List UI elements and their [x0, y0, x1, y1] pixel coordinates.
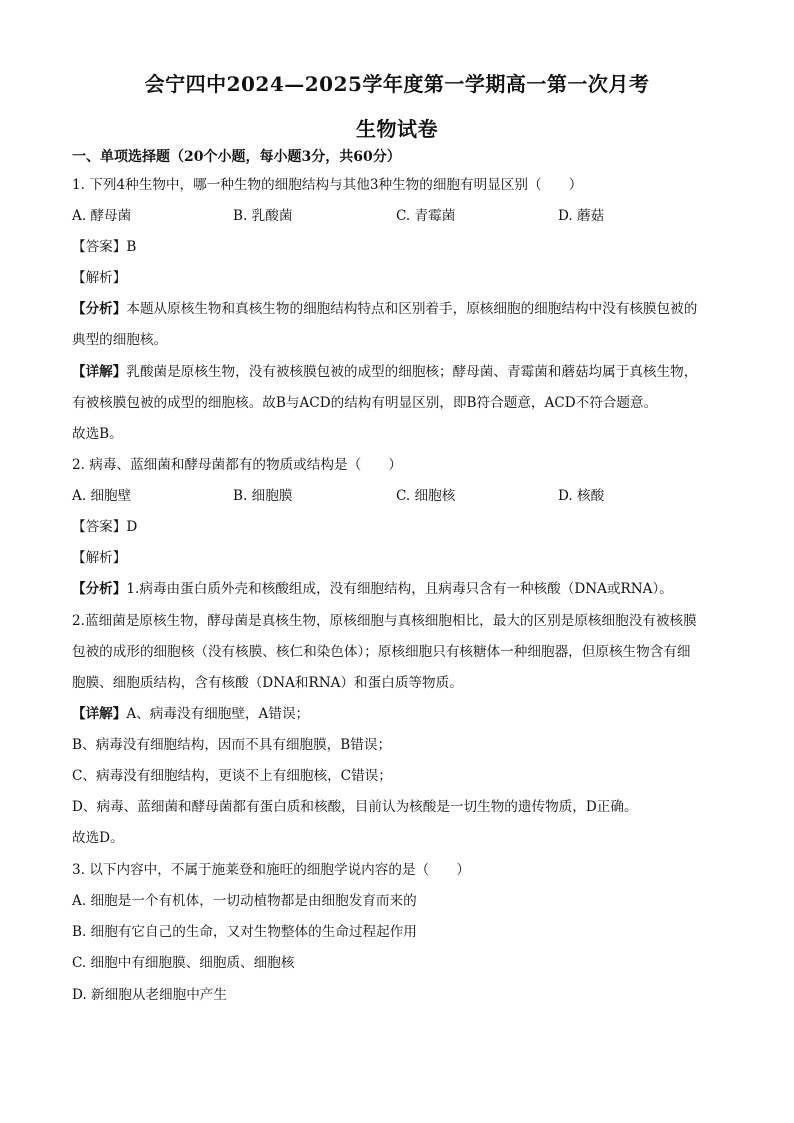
- q2-xiangjie-label: 【详解】: [72, 706, 127, 722]
- q2-option-a: A. 细胞壁: [72, 488, 132, 504]
- q2-jiexi: 【解析】: [72, 550, 127, 566]
- section-heading: 一、单项选择题（20个小题，每小题3分，共60分）: [72, 149, 401, 165]
- q2-option-b: B. 细胞膜: [233, 488, 293, 504]
- q2-option-d: D. 核酸: [558, 488, 605, 504]
- exam-title: 会宁四中2024—2025学年度第一学期高一第一次月考: [144, 72, 650, 96]
- q3-option-a: A. 细胞是一个有机体，一切动植物都是由细胞发育而来的: [72, 893, 417, 909]
- q1-jiexi: 【解析】: [72, 270, 127, 286]
- q3-option-b: B. 细胞有它自己的生命，又对生物整体的生命过程起作用: [72, 924, 417, 940]
- q1-xiangjie-line2: 有被核膜包被的成型的细胞核。故B与ACD的结构有明显区别，即B符合题意，ACD不符合题意。: [72, 395, 658, 411]
- q1-option-d: D. 蘑菇: [558, 208, 605, 224]
- q2-fenxi-line3: 包被的成形的细胞核（没有核膜、核仁和染色体）；原核细胞只有核糖体一种细胞器，但原核生物含有细: [72, 644, 691, 660]
- q2-xiangjie-line1: [72, 705, 309, 723]
- q2-fenxi-label: 【分析】: [72, 581, 127, 597]
- q1-fenxi-text: 本题从原核生物和真核生物的细胞结构特点和区别着手，原核细胞的细胞结构中没有核膜包被的: [126, 301, 698, 317]
- q1-xiangjie-line1: [72, 363, 697, 381]
- q2-xiangjie-line2: B、病毒没有细胞结构，因而不具有细胞膜，B错误；: [72, 737, 392, 753]
- q2-conclusion: 故选D。: [72, 830, 124, 846]
- q2-xiangjie-line4: D、病毒、蓝细菌和酵母菌都有蛋白质和核酸，目前认为核酸是一切生物的遗传物质，D正确。: [72, 799, 638, 815]
- q2-xiangjie-line3: C、病毒没有细胞结构，更谈不上有细胞核，C错误；: [72, 768, 392, 784]
- q1-option-b: B. 乳酸菌: [233, 208, 293, 224]
- q2-stem: 2. 病毒、蓝细菌和酵母菌都有的物质或结构是（ ）: [72, 457, 402, 473]
- q3-option-c: C. 细胞中有细胞膜、细胞质、细胞核: [72, 955, 295, 971]
- q1-xiangjie-label: 【详解】: [72, 364, 127, 380]
- q3-option-d: D. 新细胞从老细胞中产生: [72, 987, 227, 1003]
- q1-answer: 【答案】B: [72, 239, 137, 255]
- q2-fenxi-text: 1.病毒由蛋白质外壳和核酸组成，没有细胞结构，且病毒只含有一种核酸（DNA或RNA）。: [126, 581, 673, 597]
- q2-fenxi-line2: 2.蓝细菌是原核生物，酵母菌是真核生物，原核细胞与真核细胞相比，最大的区别是原核细胞没有被核膜: [72, 613, 697, 629]
- q3-stem: 3. 以下内容中，不属于施莱登和施旺的细胞学说内容的是（ ）: [72, 862, 470, 878]
- q2-answer: 【答案】D: [72, 519, 138, 535]
- q1-fenxi-label: 【分析】: [72, 301, 127, 317]
- q1-option-a: A. 酵母菌: [72, 208, 132, 224]
- exam-subtitle: 生物试卷: [356, 117, 438, 141]
- q2-fenxi-line4: 胞膜、细胞质结构，含有核酸（DNA和RNA）和蛋白质等物质。: [72, 675, 463, 691]
- q2-option-c: C. 细胞核: [396, 488, 456, 504]
- q2-xiangjie-text: A、病毒没有细胞壁，A错误；: [126, 706, 310, 722]
- q1-xiangjie-text: 乳酸菌是原核生物，没有被核膜包被的成型的细胞核；酵母菌、青霉菌和蘑菇均属于真核生物，: [126, 364, 698, 380]
- q1-fenxi-line1: [72, 300, 697, 318]
- q1-stem: 1. 下列4种生物中，哪一种生物的细胞结构与其他3种生物的细胞有明显区别（ ）: [72, 177, 583, 193]
- q2-fenxi-line1: [72, 580, 673, 598]
- q1-option-c: C. 青霉菌: [396, 208, 456, 224]
- q1-conclusion: 故选B。: [72, 426, 123, 442]
- q1-fenxi-line2: 典型的细胞核。: [72, 332, 168, 348]
